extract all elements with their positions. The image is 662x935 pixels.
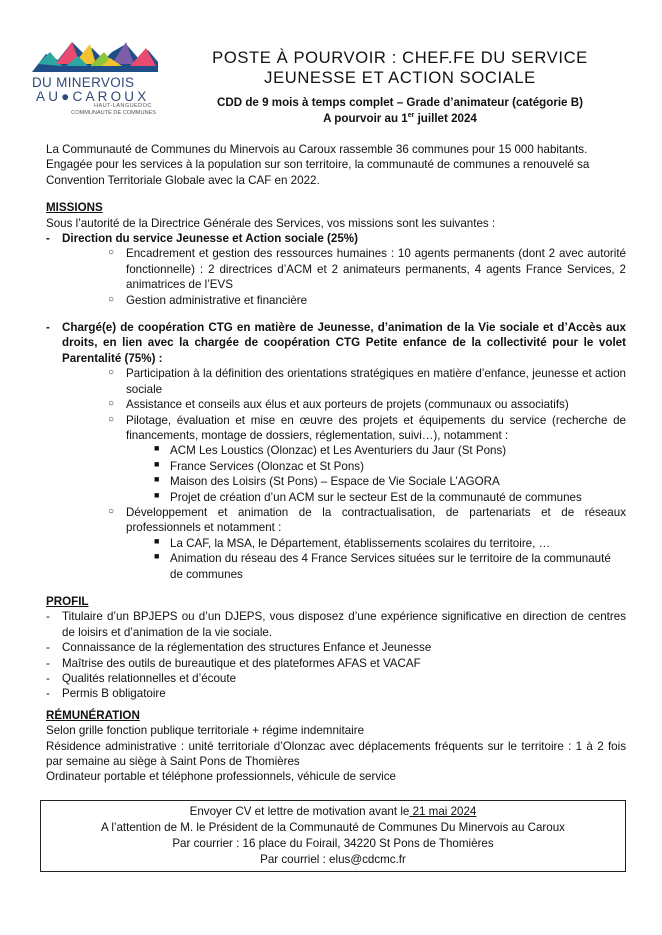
mission-1-sub-2-text: Gestion administrative et financière <box>126 293 308 307</box>
square-bullet-icon: ■ <box>154 535 160 546</box>
logo-line1: DU MINERVOIS <box>32 75 135 90</box>
circle-bullet-icon: ○ <box>108 247 115 259</box>
pilot-item-3 <box>46 474 626 489</box>
pilot-item-1-text: ACM Les Loustics (Olonzac) et Les Aventuriers du Jaur (St Pons) <box>170 444 507 458</box>
profil-item-5: - Permis B obligatoire <box>46 686 626 701</box>
mission-2-sub-2 <box>46 397 626 412</box>
pilot-item-2 <box>46 459 626 474</box>
dev-item-1 <box>46 536 626 551</box>
mission-2-dev <box>46 505 626 536</box>
dev-item-2 <box>46 551 626 582</box>
logo <box>32 30 158 126</box>
profil-item-3: - Maîtrise des outils de bureautique et des plateformes AFAS et VACAF <box>46 656 626 671</box>
mission-2-sub-3-text: Pilotage, évaluation et mise en œuvre des projets et équipements du service (recherche de financements, montage de dossiers, réglementation, suivi…), notamment : <box>126 413 626 442</box>
dev-item-1-text: La CAF, la MSA, le Département, établissements scolaires du territoire, … <box>170 536 551 550</box>
profil-item-2: - Connaissance de la réglementation des structures Enfance et Jeunesse <box>46 640 626 655</box>
circle-bullet-icon: ○ <box>108 367 115 379</box>
logo-line2: AU●CAROUX <box>36 89 150 104</box>
subtitle-line2-post: juillet 2024 <box>414 111 477 125</box>
remuneration-heading: RÉMUNÉRATION <box>46 708 140 722</box>
dev-item-2-text: Animation du réseau des 4 France Services situées sur le territoire de la communauté de communes <box>170 552 611 581</box>
square-bullet-icon: ■ <box>154 551 160 562</box>
footer-line-2: A l’attention de M. le Président de la Communauté de Communes Du Minervois au Caroux <box>101 820 565 834</box>
footer-line-1-text: Envoyer CV et lettre de motivation avant le <box>189 805 410 818</box>
circle-bullet-icon: ○ <box>108 398 115 410</box>
subtitle-line2-sup: er <box>407 111 415 119</box>
mission-1-sub-1 <box>46 246 626 292</box>
mission-2-sub-3 <box>46 413 626 444</box>
subtitle-line2 <box>170 111 630 127</box>
page-title-line1: POSTE À POURVOIR : CHEF.FE DU SERVICE <box>212 48 588 67</box>
footer-line-4[interactable]: Par courriel : elus@cdcmc.fr <box>260 852 406 866</box>
mission-2-dev-text: Développement et animation de la contractualisation, de partenariats et de réseaux professionnels et notamment : <box>126 505 626 535</box>
missions-heading: MISSIONS <box>46 201 103 215</box>
footer-line-3: Par courrier : 16 place du Foirail, 34220 St Pons de Thomières <box>172 836 494 850</box>
page-title-line2: JEUNESSE ET ACTION SOCIALE <box>264 67 536 87</box>
mission-1-sub-2 <box>46 293 626 308</box>
intro-paragraph: La Communauté de Communes du Minervois au Caroux rassemble 36 communes pour 15 000 habitants. Engagée pour les services à la population sur son territoire, la communauté de communes a renouvelé sa Convention Territoriale Globale avec la CAF en 2022. <box>46 143 590 187</box>
mountains-logo-icon <box>32 30 158 76</box>
application-box <box>40 800 626 872</box>
square-bullet-icon: ■ <box>154 458 160 469</box>
square-bullet-icon: ■ <box>154 489 160 500</box>
subtitle <box>170 95 630 126</box>
mission-2-sub-1 <box>46 366 626 397</box>
square-bullet-icon: ■ <box>154 474 160 485</box>
subtitle-line2-pre: A pourvoir au 1 <box>323 111 408 125</box>
logo-sub1: HAUT-LANGUEDOC <box>94 103 152 109</box>
pilot-item-1 <box>46 443 626 458</box>
pilot-item-2-text: France Services (Olonzac et St Pons) <box>170 459 364 473</box>
square-bullet-icon: ■ <box>154 443 160 454</box>
circle-bullet-icon: ○ <box>108 505 115 517</box>
profil-item-4: - Qualités relationnelles et d’écoute <box>46 671 626 686</box>
pilot-item-4 <box>46 490 626 505</box>
logo-sub2: COMMUNAUTÉ DE COMMUNES <box>71 110 156 116</box>
header <box>170 48 630 126</box>
mission-item-2-title: - Chargé(e) de coopération CTG en matière de Jeunesse, d’animation de la Vie sociale et d’Accès aux droits, en lien avec la chargée de coopération CTG Petite enfance de la collectivité pour le volet Parentalité (75%) : <box>46 320 626 366</box>
profil-heading: PROFIL <box>46 594 89 608</box>
pilot-item-4-text: Projet de création d’un ACM sur le secteur Est de la communauté de communes <box>170 490 582 504</box>
profil-item-1: - Titulaire d’un BPJEPS ou d’un DJEPS, vous disposez d’une expérience significative en direction de centres de loisirs et d’animation de la vie sociale. <box>46 609 626 640</box>
footer-line-1 <box>41 804 625 820</box>
pilot-item-3-text: Maison des Loisirs (St Pons) – Espace de Vie Sociale L’AGORA <box>170 475 500 489</box>
mission-1-sub-1-text: Encadrement et gestion des ressources humaines : 10 agents permanents (dont 2 avec autorité fonctionnelle) : 2 directrices d’ACM et 2 animateurs permanents, 4 agents France Services, 2 animatrices de l’EVS <box>126 247 626 292</box>
main-content <box>46 142 626 785</box>
remuneration-line-2: Résidence administrative : unité territoriale d’Olonzac avec déplacements fréquents sur le territoire : 1 à 2 fois par semaine au siège à Saint Pons de Thomières <box>46 739 626 769</box>
remuneration-line-1: Selon grille fonction publique territoriale + régime indemnitaire <box>46 724 365 738</box>
deadline-date: 21 mai 2024 <box>409 805 477 818</box>
mission-item-1-title: - Direction du service Jeunesse et Action sociale (25%) <box>46 231 626 246</box>
circle-bullet-icon: ○ <box>108 413 115 425</box>
remuneration-line-3: Ordinateur portable et téléphone professionnels, véhicule de service <box>46 770 396 784</box>
mission-2-sub-1-text: Participation à la définition des orientations stratégiques en matière d’enfance, jeunesse et action sociale <box>126 367 626 396</box>
circle-bullet-icon: ○ <box>108 293 115 305</box>
subtitle-line1: CDD de 9 mois à temps complet – Grade d’animateur (catégorie B) <box>217 96 583 110</box>
mission-2-sub-2-text: Assistance et conseils aux élus et aux porteurs de projets (communaux ou associatifs) <box>126 398 569 412</box>
missions-lead: Sous l’autorité de la Directrice Générale des Services, vos missions sont les suivantes : <box>46 216 496 230</box>
